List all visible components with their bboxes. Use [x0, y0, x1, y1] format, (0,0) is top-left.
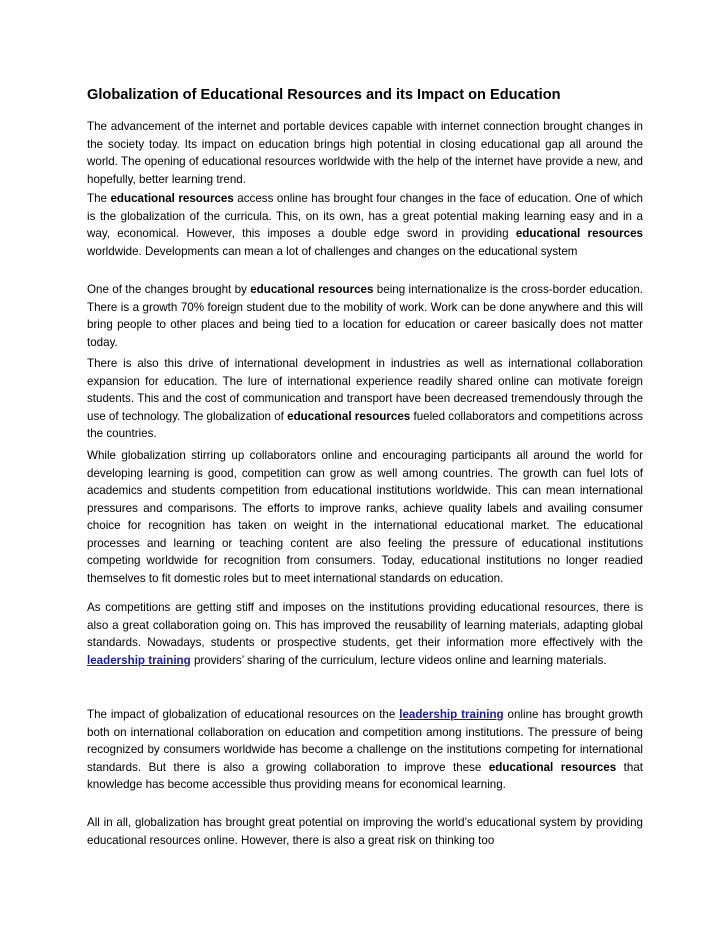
paragraph — [87, 118, 643, 188]
leadership-training-link[interactable]: leadership training — [399, 708, 504, 721]
paragraph-text: providers’ sharing of the curriculum, lecture videos online and learning materials. — [190, 653, 607, 667]
paragraph-text: There is also this drive of international development in industries as well as international collaboration expansion for education. The lure of international experience readily shared online can motivate foreign students. This and the cost of communication and transport have been decreased tremendously through the use of technology. The globalization of — [87, 357, 643, 423]
paragraph-text: All in all, globalization has brought great potential on improving the world’s educational system by providing educational resources online. However, there is also a great risk on thinking too — [87, 816, 643, 847]
keyword-bold: educational resources — [250, 283, 374, 296]
paragraph-text: being internationalize is the cross-border education. There is a growth 70% foreign student due to the mobility of work. Work can be done anywhere and this will bring people to other places and being tied to a location for education or career basically does not matter today. — [87, 283, 643, 349]
paragraph — [87, 706, 643, 794]
paragraph-text: The advancement of the internet and portable devices capable with internet connection brought changes in the society today. Its impact on education brings high potential in closing educational gap all around the world. The opening of educational resources worldwide with the help of the internet have provide a new, and hopefully, better learning trend. — [87, 120, 643, 186]
paragraph-text: The — [87, 192, 111, 205]
paragraph-text: online has brought growth both on international collaboration on education and competition among institutions. The pressure of being recognized by consumers worldwide has become a challenge on the institutions competing for international standards. But there is also a growing collaboration to improve these — [87, 708, 643, 774]
keyword-bold: educational resources — [488, 760, 617, 774]
keyword-bold: educational resources — [287, 409, 411, 423]
paragraph-text: worldwide. Developments can mean a lot of challenges and changes on the educational system — [87, 244, 578, 258]
document-title: Globalization of Educational Resources and its Impact on Education — [87, 87, 561, 103]
paragraph — [87, 599, 643, 669]
paragraph-text: While globalization stirring up collaborators online and encouraging participants all around the world for developing learning is good, competition can grow as well among countries. The growth can fuel lots of academics and students competition from educational institutions worldwide. This can mean international pressures and comparisons. The efforts to improve ranks, achieve quality labels and availing consumer choice for recognition has taken on weight in the international educational market. The educational processes and learning or teaching content are also feeling the pressure of educational institutions competing worldwide for recognition from consumers. Today, educational institutions no longer readied themselves to fit domestic roles but to meet international standards on education. — [87, 449, 643, 585]
paragraph-text: access online has brought four changes in the face of education. One of which is the globalization of the curricula. This, on its own, has a great potential making learning easy and in a way, economical. However, this imposes a double edge sword in providing — [87, 192, 643, 240]
paragraph-text: The impact of globalization of educational resources on the — [87, 708, 400, 721]
leadership-training-link[interactable]: leadership training — [87, 653, 191, 667]
paragraph-text: One of the changes brought by — [87, 283, 251, 296]
keyword-bold: educational resources — [110, 192, 234, 205]
paragraph — [87, 190, 643, 260]
paragraph — [87, 814, 643, 849]
paragraph-text: As competitions are getting stiff and imposes on the institutions providing educational resources, there is also a great collaboration going on. This has improved the reusability of learning materials, adapting global standards. Nowadays, students or prospective students, get their information more effectively with the — [87, 601, 643, 649]
paragraph — [87, 355, 643, 443]
paragraph — [87, 281, 643, 351]
paragraph-text: that knowledge has become accessible thus providing means for economical learning. — [87, 760, 643, 791]
paragraph-text: fueled collaborators and competitions across the countries. — [87, 409, 643, 440]
paragraph — [87, 447, 643, 587]
keyword-bold: educational resources — [515, 227, 643, 240]
